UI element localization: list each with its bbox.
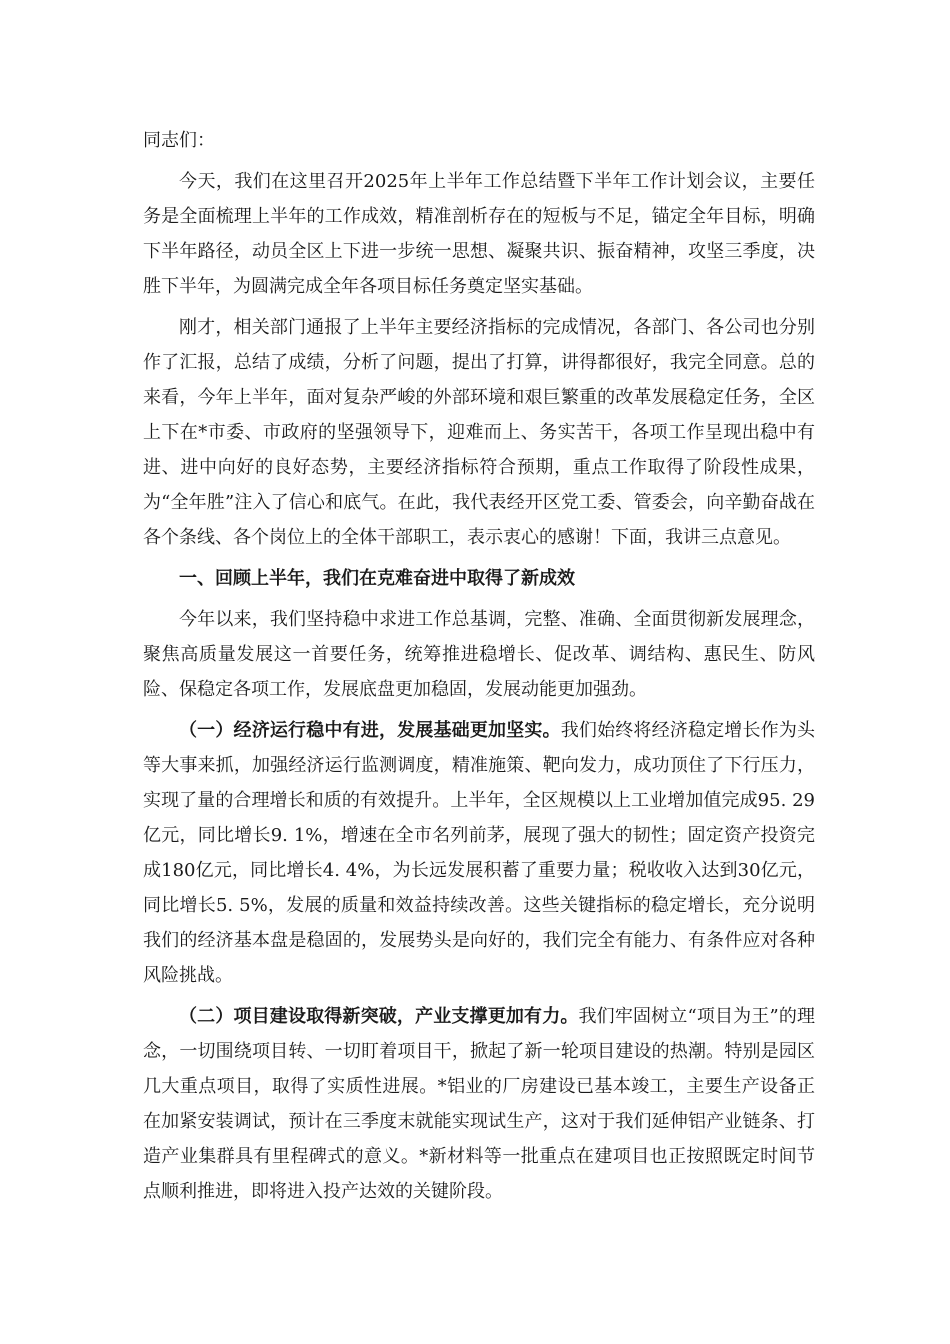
document-page (143, 123, 815, 1209)
paragraph-projects-body: 我们牢固树立“项目为王”的理念，一切围绕项目转、一切盯着项目干，掀起了新一轮项目建设的热潮。特别是园区几大重点项目，取得了实质性进展。*铝业的厂房建设已基本竣工，主要生产设备正在加紧安装调试，预计在三季度末就能实现试生产，这对于我们延伸铝产业链条、打造产业集群具有里程碑式的意义。*新材料等一批重点在建项目也正按照既定时间节点顺利推进，即将进入投产达效的关键阶段。 (143, 1006, 815, 1202)
paragraph-overview: 今年以来，我们坚持稳中求进工作总基调，完整、准确、全面贯彻新发展理念，聚焦高质量发展这一首要任务，统筹推进稳增长、促改革、调结构、惠民生、防风险、保稳定各项工作，发展底盘更加稳固，发展动能更加强劲。 (143, 609, 815, 700)
paragraph-summary: 刚才，相关部门通报了上半年主要经济指标的完成情况，各部门、各公司也分别作了汇报，总结了成绩，分析了问题，提出了打算，讲得都很好，我完全同意。总的来看，今年上半年，面对复杂严峻的外部环境和艰巨繁重的改革发展稳定任务，全区上下在*市委、市政府的坚强领导下，迎难而上、务实苦干，各项工作呈现出稳中有进、进中向好的良好态势，主要经济指标符合预期，重点工作取得了阶段性成果，为“全年胜”注入了信心和底气。在此，我代表经开区党工委、管委会，向辛勤奋战在各个条线、各个岗位上的全体干部职工，表示衷心的感谢！下面，我讲三点意见。 (143, 317, 815, 548)
section-heading-1: 一、回顾上半年，我们在克难奋进中取得了新成效 (179, 568, 575, 589)
paragraph-economy (143, 713, 815, 993)
subheading-projects: （二）项目建设取得新突破，产业支撑更加有力。 (179, 1006, 579, 1027)
paragraph-projects (143, 999, 815, 1209)
paragraph-economy-body: 我们始终将经济稳定增长作为头等大事来抓，加强经济运行监测调度，精准施策、靶向发力，成功顶住了下行压力，实现了量的合理增长和质的有效提升。上半年，全区规模以上工业增加值完成95. 29亿元，同比增长9. 1%，增速在全市名列前茅，展现了强大的韧性；固定资产投资完成180亿元，同比增长4. 4%，为长远发展积蓄了重要力量；税收收入达到30亿元，同比增长5. 5%，发展的质量和效益持续改善。这些关键指标的稳定增长，充分说明我们的经济基本盘是稳固的，发展势头是向好的，我们完全有能力、有条件应对各种风险挑战。 (143, 720, 816, 986)
salutation: 同志们： (143, 130, 215, 151)
paragraph-opening: 今天，我们在这里召开2025年上半年工作总结暨下半年工作计划会议，主要任务是全面梳理上半年的工作成效，精准剖析存在的短板与不足，锚定全年目标，明确下半年路径，动员全区上下进一步统一思想、凝聚共识、振奋精神，攻坚三季度，决胜下半年，为圆满完成全年各项目标任务奠定坚实基础。 (143, 171, 815, 297)
subheading-economy: （一）经济运行稳中有进，发展基础更加坚实。 (179, 720, 561, 741)
